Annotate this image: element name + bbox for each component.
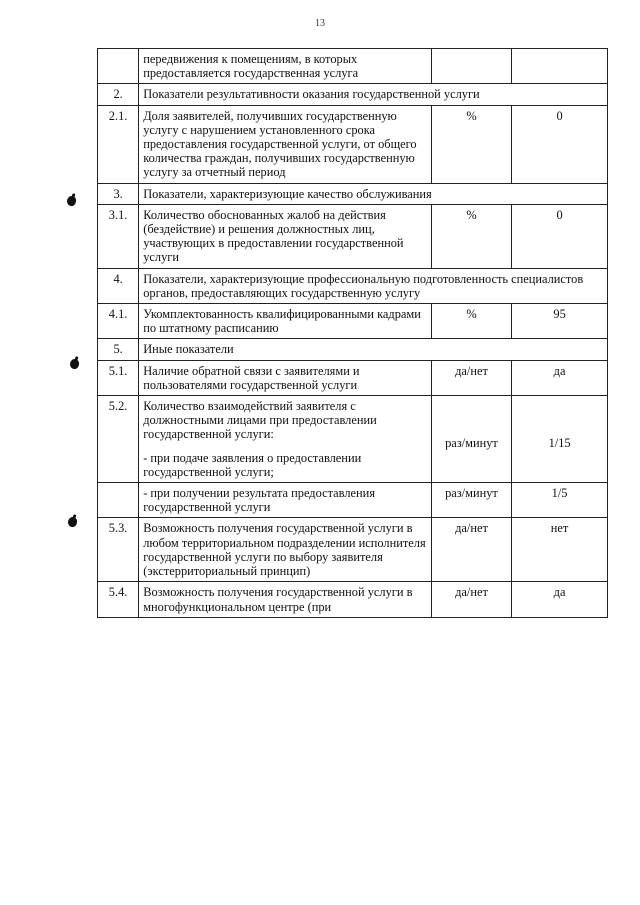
indicator-name-cell [139,396,432,483]
indicator-name: Возможность получения государственной услуги в любом территориальном подразделении исполнителя государственной услуги по выбору заявителя (экстерриториальный принцип) [139,518,432,582]
unit-cell: да/нет [431,518,511,582]
unit-cell [431,49,511,84]
page-number: 13 [315,18,325,29]
row-number: 5.1. [98,360,139,395]
value-cell: 0 [512,105,608,183]
unit-cell: % [431,304,511,339]
row-number: 3.1. [98,204,139,268]
section-row [98,84,608,105]
indicator-subitem: - при получении результата предоставления государственной услуги [139,483,432,518]
indicators-table [97,48,608,618]
row-number: 2. [98,84,139,105]
value-cell: нет [512,518,608,582]
indicator-name: Наличие обратной связи с заявителями и пользователями государственной услуги [139,360,432,395]
row-number: 5.3. [98,518,139,582]
value-cell: да [512,360,608,395]
unit-cell: да/нет [431,360,511,395]
value-cell: 1/5 [512,483,608,518]
scan-artifact-mark [69,358,81,370]
scan-artifact-mark [66,195,78,207]
value-cell: да [512,582,608,617]
section-title: Иные показатели [139,339,608,360]
table-row [98,204,608,268]
unit-cell: раз/минут [431,483,511,518]
table-row [98,483,608,518]
value-text: 1/15 [548,436,571,451]
unit-cell: да/нет [431,582,511,617]
value-cell [512,396,608,483]
unit-cell [431,396,511,483]
indicator-name: Количество обоснованных жалоб на действия (бездействие) и решения должностных лиц, участвующих в предоставлении государственной услуги [139,204,432,268]
table-row [98,396,608,483]
section-row [98,268,608,303]
row-number: 5.2. [98,396,139,483]
row-number: 4.1. [98,304,139,339]
indicator-subitem: - при подаче заявления о предоставлении государственной услуги; [143,450,362,479]
row-number [98,49,139,84]
indicator-name: передвижения к помещениям, в которых предоставляется государственная услуга [139,49,432,84]
scan-artifact-mark [67,516,79,528]
indicator-name: Возможность получения государственной услуги в многофункциональном центре (при [139,582,432,617]
unit-cell: % [431,105,511,183]
table-row [98,360,608,395]
value-cell: 95 [512,304,608,339]
indicator-name: Количество взаимодействий заявителя с должностными лицами при предоставлении государственной услуги: [143,399,377,442]
row-number: 5.4. [98,582,139,617]
row-number: 2.1. [98,105,139,183]
indicator-name: Укомплектованность квалифицированными кадрами по штатному расписанию [139,304,432,339]
unit-cell: % [431,204,511,268]
table-row [98,518,608,582]
row-number: 4. [98,268,139,303]
value-cell [512,49,608,84]
section-row [98,339,608,360]
table-row [98,49,608,84]
indicator-name: Доля заявителей, получивших государственную услугу с нарушением установленного срока предоставления государственной услуги, от общего количества граждан, получивших государственную услугу за отчетный период [139,105,432,183]
row-number: 3. [98,183,139,204]
table-row [98,582,608,617]
section-row [98,183,608,204]
section-title: Показатели результативности оказания государственной услуги [139,84,608,105]
row-number [98,483,139,518]
section-title: Показатели, характеризующие качество обслуживания [139,183,608,204]
unit-value: раз/минут [445,436,498,451]
row-number: 5. [98,339,139,360]
value-cell: 0 [512,204,608,268]
section-title: Показатели, характеризующие профессиональную подготовленность специалистов органов, предоставляющих государственную услугу [139,268,608,303]
table-row [98,304,608,339]
table-row [98,105,608,183]
